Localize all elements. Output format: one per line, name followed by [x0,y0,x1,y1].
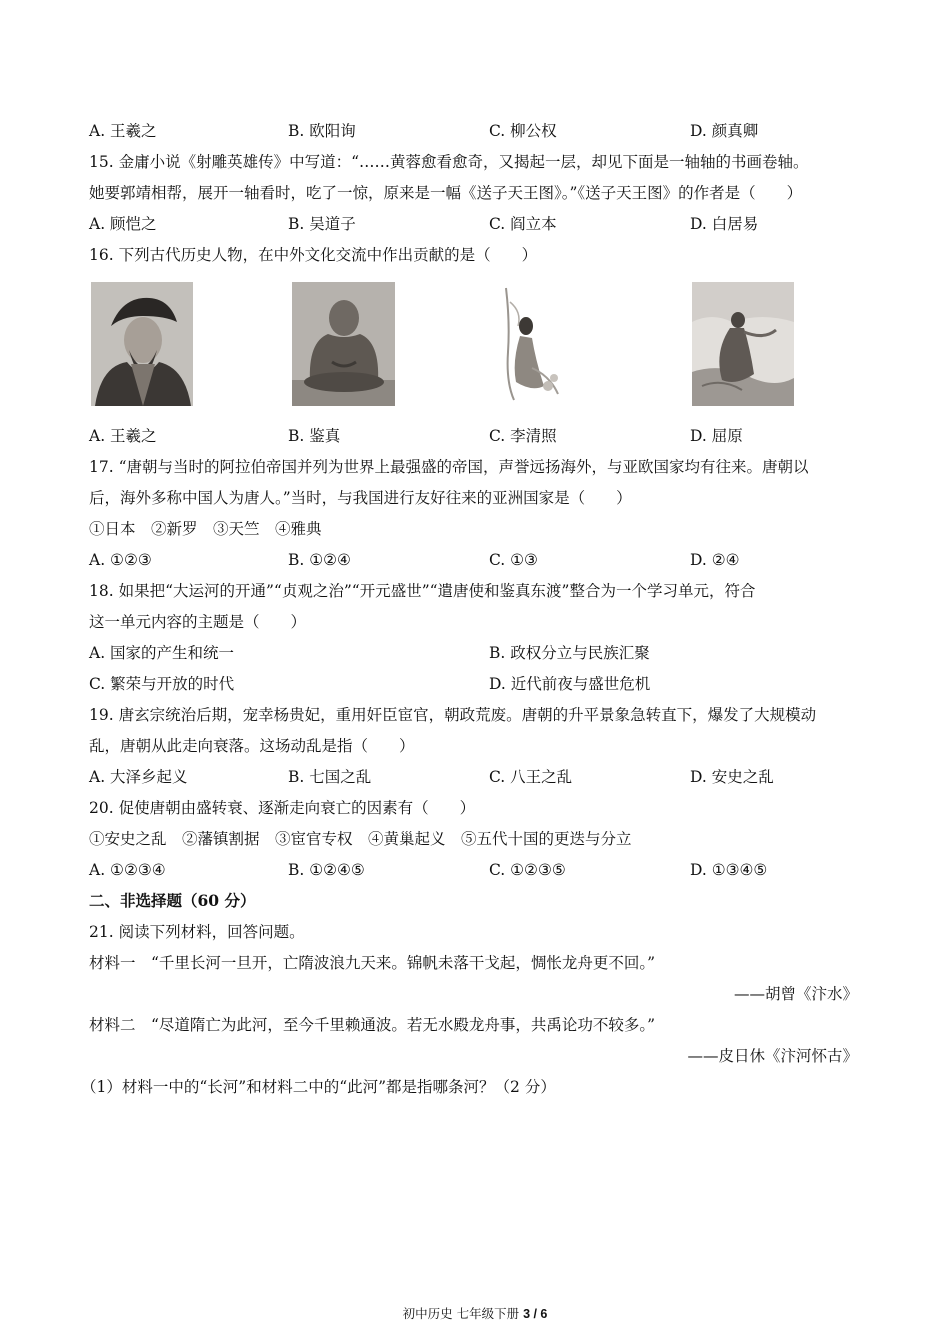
q14-option-d: D. 颜真卿 [690,122,759,140]
q16-stem: 16. 下列古代历史人物，在中外文化交流中作出贡献的是（ ） [89,246,538,264]
q20-option-d: D. ①③④⑤ [690,861,768,879]
q17-stem-line2: 后，海外多称中国人为唐人。”当时，与我国进行友好往来的亚洲国家是（ ） [89,489,632,507]
q20-option-a: A. ①②③④ [89,861,166,879]
qu-yuan-painting-image [692,282,794,406]
q15-option-d: D. 白居易 [690,215,759,233]
q18-stem-line1: 18. 如果把“大运河的开通”“贞观之治”“开元盛世”“遣唐使和鉴真东渡”整合为一个学习单元，符合 [89,582,756,600]
q18-option-b: B. 政权分立与民族汇聚 [489,644,650,662]
q16-option-c: C. 李清照 [489,427,557,445]
q19-stem-line1: 19. 唐玄宗统治后期，宠幸杨贵妃，重用奸臣宦官，朝政荒废。唐朝的升平景象急转直下，爆发了大规模动 [89,706,817,724]
q17-option-b: B. ①②④ [288,551,351,569]
q15-option-a: A. 顾恺之 [89,215,157,233]
q21-material-1-source: ——胡曾《汴水》 [733,985,858,1003]
q18-option-c: C. 繁荣与开放的时代 [89,675,235,693]
q20-option-c: C. ①②③⑤ [489,861,566,879]
q21-material-2-source: ——皮日休《汴河怀古》 [687,1047,858,1065]
q17-option-c: C. ①③ [489,551,538,569]
section-heading: 二、非选择题（60 分） [89,891,256,910]
q19-option-b: B. 七国之乱 [288,768,372,786]
q16-option-a: A. 王羲之 [89,427,157,445]
q21-material-2: 材料二 “尽道隋亡为此河，至今千里赖通波。若无水殿龙舟事，共禹论功不较多。” [89,1016,656,1034]
jianzhen-statue-image [292,282,395,406]
q18-option-d: D. 近代前夜与盛世危机 [489,675,651,693]
q18-option-a: A. 国家的产生和统一 [89,644,235,662]
wang-xizhi-portrait-image [91,282,193,406]
footer-text: 初中历史 七年级下册 [402,1306,524,1321]
q15-stem-line2: 她要郭靖相帮，展开一轴看时，吃了一惊，原来是一幅《送子天王图》。”《送子天王图》的作者是（ ） [89,184,803,202]
q20-items: ①安史之乱 ②藩镇割据 ③宦官专权 ④黄巢起义 ⑤五代十国的更迭与分立 [89,830,632,848]
q15-option-c: C. 阎立本 [489,215,557,233]
q19-stem-line2: 乱，唐朝从此走向衰落。这场动乱是指（ ） [89,737,415,755]
q20-stem: 20. 促使唐朝由盛转衰、逐渐走向衰亡的因素有（ ） [89,799,476,817]
q21-subquestion-1: （1）材料一中的“长河”和材料二中的“此河”都是指哪条河？（2 分） [81,1078,556,1096]
q16-option-d: D. 屈原 [690,427,743,445]
q19-option-c: C. 八王之乱 [489,768,573,786]
q19-option-d: D. 安史之乱 [690,768,774,786]
q17-items: ①日本 ②新罗 ③天竺 ④雅典 [89,520,322,538]
q18-stem-line2: 这一单元内容的主题是（ ） [89,613,307,631]
q14-option-c: C. 柳公权 [489,122,557,140]
q17-option-d: D. ②④ [690,551,740,569]
q17-option-a: A. ①②③ [89,551,152,569]
q17-stem-line1: 17. “唐朝与当时的阿拉伯帝国并列为世界上最强盛的帝国，声誉远扬海外，与亚欧国家均有往来。唐朝以 [89,458,809,476]
q16-option-b: B. 鉴真 [288,427,341,445]
page-footer [0,1306,950,1322]
q21-stem: 21. 阅读下列材料，回答问题。 [89,923,305,941]
q14-option-a: A. 王羲之 [89,122,157,140]
q19-option-a: A. 大泽乡起义 [89,768,188,786]
page-number: 3 / 6 [523,1307,548,1321]
q21-material-1: 材料一 “千里长河一旦开，亡隋波浪九天来。锦帆未落干戈起，惆怅龙舟更不回。” [89,954,656,972]
li-qingzhao-drawing-image [492,282,594,406]
q20-option-b: B. ①②④⑤ [288,861,365,879]
q15-option-b: B. 吴道子 [288,215,356,233]
q14-option-b: B. 欧阳询 [288,122,356,140]
q15-stem-line1: 15. 金庸小说《射雕英雄传》中写道：“……黄蓉愈看愈奇，又揭起一层，却见下面是一轴轴的书画卷轴。 [89,153,809,171]
